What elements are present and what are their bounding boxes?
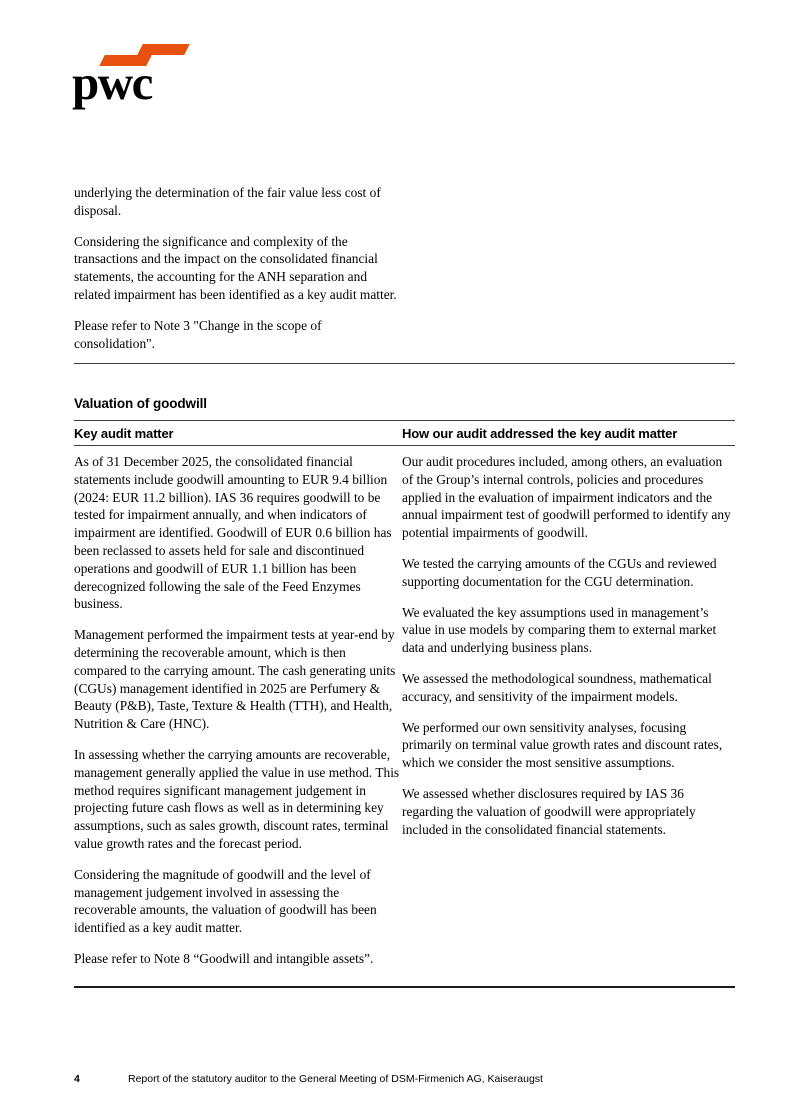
table-header-rule-top bbox=[74, 420, 735, 421]
table-column-header-audit-response: How our audit addressed the key audit matter bbox=[402, 426, 678, 441]
paragraph: We evaluated the key assumptions used in management’s value in use models by comparing them to external market data and underlying business plans. bbox=[402, 604, 717, 656]
section-divider-top bbox=[74, 363, 735, 364]
pwc-logo-wordmark: pwc bbox=[72, 55, 152, 110]
table-cell-audit-response bbox=[402, 453, 734, 851]
paragraph: As of 31 December 2025, the consolidated financial statements include goodwill amounting to EUR 9.4 billion (2024: EUR 11.2 billion). IAS 36 requires goodwill to be tested for impairment annually, and when indicators of impairment are identified. Goodwill of EUR 0.6 billion has been reclassed to assets held for sale and discontinued operations and goodwill of EUR 1.1 billion has been derecognized following the sale of the Feed Enzymes business. bbox=[74, 454, 392, 612]
paragraph: In assessing whether the carrying amounts are recoverable, management generally applied the value in use method. This method requires significant management judgement in projecting future cash flows as well as in determining key assumptions, such as sales growth, discount rates, terminal value growth rates and the forecast period. bbox=[74, 746, 400, 851]
table-rule-bottom bbox=[74, 986, 735, 988]
pwc-logo-bar-upper-icon bbox=[137, 44, 190, 55]
paragraph: Considering the magnitude of goodwill and the level of management judgement involved in assessing the recoverable amounts, the valuation of goodwill has been identified as a key audit matter. bbox=[74, 866, 377, 936]
paragraph: We assessed whether disclosures required by IAS 36 regarding the valuation of goodwill were appropriately included in the consolidated financial statements. bbox=[402, 785, 696, 837]
paragraph: We assessed the methodological soundness, mathematical accuracy, and sensitivity of the impairment models. bbox=[402, 670, 712, 704]
intro-paragraph: underlying the determination of the fair value less cost of disposal. bbox=[74, 185, 381, 218]
intro-text-block bbox=[74, 184, 398, 365]
paragraph: Please refer to Note 8 “Goodwill and intangible assets”. bbox=[74, 950, 374, 966]
table-header-rule-bottom bbox=[74, 445, 735, 446]
paragraph: Our audit procedures included, among others, an evaluation of the Group’s internal controls, policies and procedures applied in the evaluation of impairment indicators and the annual impairment test of goodwill performed to identify any potential impairments of goodwill. bbox=[402, 454, 731, 541]
paragraph: We performed our own sensitivity analyses, focusing primarily on terminal value growth rates and discount rates, which we consider the most sensitive assumptions. bbox=[402, 719, 723, 771]
footer-document-title: Report of the statutory auditor to the General Meeting of DSM-Firmenich AG, Kaiseraugst bbox=[128, 1073, 543, 1085]
paragraph: We tested the carrying amounts of the CGUs and reviewed supporting documentation for the CGU determination. bbox=[402, 555, 717, 589]
paragraph: Management performed the impairment tests at year-end by determining the recoverable amount, which is then compared to the carrying amount. The cash generating units (CGUs) management identified in 2025 are Perfumery & Beauty (P&B), Taste, Texture & Health (TTH), and Health, Nutrition & Care (HNC). bbox=[74, 627, 396, 732]
pwc-logo bbox=[74, 44, 204, 108]
footer-page-number: 4 bbox=[74, 1073, 80, 1085]
intro-paragraph: Considering the significance and complexity of the transactions and the impact on the consolidated financial statements, the accounting for the ANH separation and related impairment has been identified as a key audit matter. bbox=[74, 233, 397, 302]
table-cell-key-audit-matter bbox=[74, 453, 400, 981]
intro-paragraph: Please refer to Note 3 "Change in the scope of consolidation". bbox=[74, 317, 322, 351]
section-heading: Valuation of goodwill bbox=[74, 396, 207, 411]
table-column-header-key-audit-matter: Key audit matter bbox=[74, 426, 174, 441]
